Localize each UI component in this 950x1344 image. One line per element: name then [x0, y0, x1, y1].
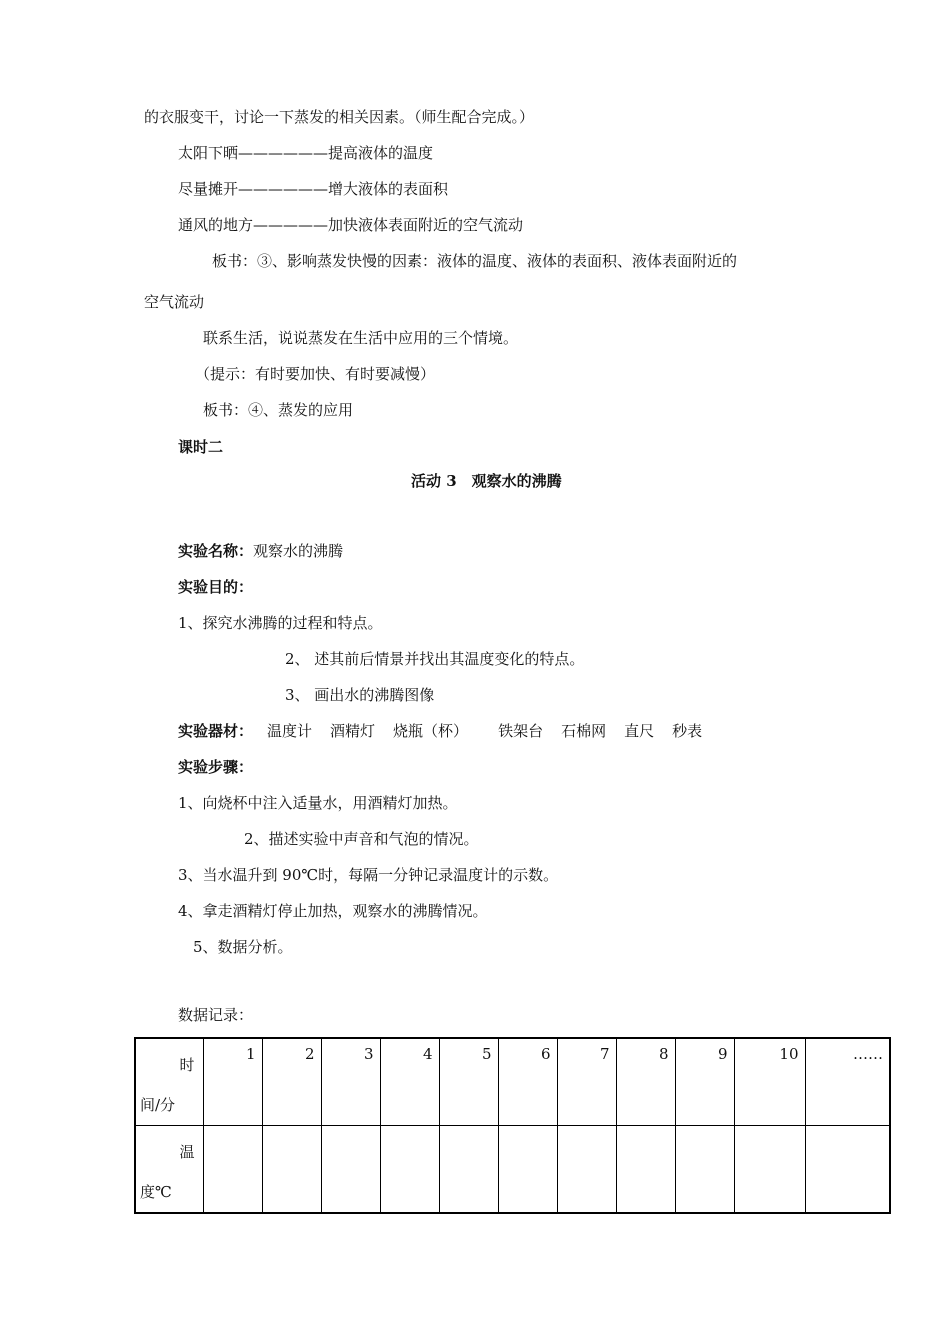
material-item: 酒精灯 [330, 722, 376, 740]
material-item: 温度计 [267, 722, 313, 740]
temperature-cell[interactable] [321, 1126, 380, 1214]
text-line: 的衣服变干，讨论一下蒸发的相关因素。（师生配合完成。） [144, 108, 535, 126]
experiment-name [178, 541, 343, 561]
time-cell: 6 [498, 1038, 557, 1126]
data-record-table [134, 1037, 891, 1214]
text-line: （提示：有时要加快、有时要减慢） [195, 365, 436, 383]
time-cell: 3 [321, 1038, 380, 1126]
text-line: 空气流动 [144, 293, 205, 311]
step-item: 4、拿走酒精灯停止加热，观察水的沸腾情况。 [178, 902, 488, 920]
experiment-purpose-label: 实验目的： [178, 578, 254, 596]
time-cell: 4 [380, 1038, 439, 1126]
material-item: 秒表 [672, 722, 703, 740]
temperature-cell[interactable] [616, 1126, 675, 1214]
time-cell: 8 [616, 1038, 675, 1126]
step-item: 1、向烧杯中注入适量水，用酒精灯加热。 [178, 794, 458, 812]
text-line: 通风的地方—————加快液体表面附近的空气流动 [178, 216, 524, 234]
step-item: 5、数据分析。 [193, 938, 293, 956]
data-record-label: 数据记录： [178, 1006, 254, 1024]
time-cell: 1 [203, 1038, 262, 1126]
temperature-cell[interactable] [675, 1126, 734, 1214]
experiment-name-label: 实验名称： [178, 542, 254, 560]
material-item: 直尺 [624, 722, 655, 740]
time-cell: 5 [439, 1038, 498, 1126]
temperature-cell[interactable] [262, 1126, 321, 1214]
text-line: 联系生活，说说蒸发在生活中应用的三个情境。 [203, 329, 519, 347]
purpose-item: 1、探究水沸腾的过程和特点。 [178, 614, 383, 632]
temperature-cell[interactable] [805, 1126, 890, 1214]
text-line: 太阳下晒——————提高液体的温度 [178, 144, 434, 162]
temperature-header-cell: 温 度℃ [135, 1126, 203, 1214]
text-line: 尽量摊开——————增大液体的表面积 [178, 180, 449, 198]
time-header-cell: 时 间/分 [135, 1038, 203, 1126]
temperature-cell[interactable] [734, 1126, 805, 1214]
activity-title: 活动 3 观察水的沸腾 [411, 472, 562, 490]
time-cell: …… [805, 1038, 890, 1126]
material-item: 铁架台 [498, 722, 544, 740]
experiment-name-value: 观察水的沸腾 [253, 542, 344, 560]
experiment-steps-label: 实验步骤： [178, 758, 254, 776]
time-cell: 2 [262, 1038, 321, 1126]
purpose-item: 3、 画出水的沸腾图像 [285, 686, 435, 704]
time-cell: 7 [557, 1038, 616, 1126]
step-item: 3、当水温升到 90℃时，每隔一分钟记录温度计的示数。 [178, 866, 559, 884]
material-item: 烧瓶（杯） [393, 722, 469, 740]
temperature-cell[interactable] [557, 1126, 616, 1214]
temperature-cell[interactable] [203, 1126, 262, 1214]
experiment-materials [178, 721, 702, 741]
materials-label: 实验器材： [178, 722, 254, 740]
time-cell: 9 [675, 1038, 734, 1126]
temperature-cell[interactable] [380, 1126, 439, 1214]
text-line: 板书：④、蒸发的应用 [203, 401, 354, 419]
purpose-item: 2、 述其前后情景并找出其温度变化的特点。 [285, 650, 585, 668]
step-item: 2、描述实验中声音和气泡的情况。 [244, 830, 479, 848]
text-line: 板书：③、影响蒸发快慢的因素：液体的温度、液体的表面积、液体表面附近的 [212, 252, 738, 270]
table-row [135, 1038, 890, 1126]
temperature-cell[interactable] [498, 1126, 557, 1214]
temperature-cell[interactable] [439, 1126, 498, 1214]
table-row [135, 1126, 890, 1214]
material-item: 石棉网 [561, 722, 607, 740]
lesson-heading: 课时二 [178, 438, 224, 456]
time-cell: 10 [734, 1038, 805, 1126]
